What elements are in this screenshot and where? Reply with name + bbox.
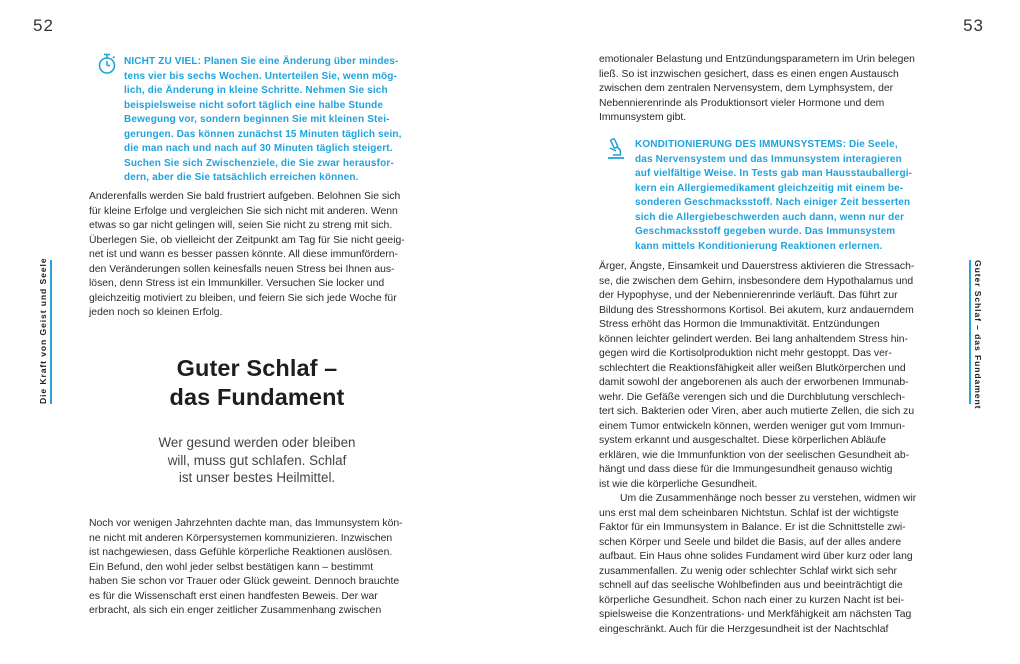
text-line: erklären, wie die Immunfunktion von der seelischen Gesundheit ab- [599, 449, 910, 461]
tip-line: beispielsweise nicht sofort täglich eine halbe Stunde [124, 99, 384, 111]
tip-box-left [124, 55, 402, 186]
text-line: etwas so gar nicht gelingen will, seien Sie nicht zu streng mit sich. [89, 220, 393, 231]
body-paragraph [599, 53, 915, 126]
section-heading [120, 354, 394, 412]
text-line: wehr. Die Gefäße verengen sich und die Durchblutung verschlech- [599, 391, 906, 403]
tip-line: KONDITIONIERUNG DES IMMUNSYSTEMS: Die Seele, [635, 139, 898, 150]
text-line: aufbaut. Ein Haus ohne solides Fundament wird über kurz oder lang [599, 551, 913, 562]
text-line: tert sich. Bakterien oder Viren, aber auch mutierte Zellen, die sich zu [599, 406, 915, 417]
text-line: schlechtert die Reaktionsfähigkeit aller weißen Blutkörperchen und [599, 362, 906, 374]
quote-line: will, muss gut schlafen. Schlaf [167, 452, 347, 468]
text-line: damit sowohl der angeborenen als auch der erworbenen Immunab- [599, 377, 909, 388]
heading-line: das Fundament [169, 384, 345, 410]
text-line: Bildung des Stresshormons Kortisol. Bei akutem, kurz andauerndem [599, 304, 914, 316]
tip-line: sich die Allergiebeschwerden auch dann, wenn nur der [635, 211, 905, 223]
text-line: eingeschränkt. Auch für die Herzgesundheit ist der Nachtschlaf [599, 623, 889, 635]
text-line: schen Körper und Seele und bildet die Basis, auf der alles andere [599, 536, 902, 548]
text-line: für kleine Erfolge und vergleichen Sie sich nicht mit anderen. Wenn [89, 205, 398, 217]
body-paragraph [89, 190, 405, 321]
tip-line: Suchen Sie sich Zwischenziele, die Sie zwar herausfor- [124, 157, 394, 169]
text-line: erbracht, als sich ein enger zeitlicher Zusammenhang zwischen [89, 605, 382, 616]
text-line: se, die zwischen dem Gehirn, insbesondere dem Hypothalamus und [599, 275, 914, 287]
tip-line: tens vier bis sechs Wochen. Unterteilen Sie, wenn mög- [124, 70, 397, 82]
text-line: können leichter gelindert werden. Bei lang anhaltendem Stress hin- [599, 333, 909, 345]
heading-line: Guter Schlaf – [176, 355, 338, 381]
body-paragraph [89, 517, 403, 619]
tip-line: Bewegung vor, sondern beginnen Sie mit kleinen Stei- [124, 114, 390, 125]
text-line: den Veränderungen sollen keinesfalls neuen Stress bei Ihnen aus- [89, 263, 395, 275]
text-line: emotionaler Belastung und Entzündungsparametern im Urin belegen [599, 54, 915, 65]
text-line: Immunsystem gibt. [599, 112, 687, 123]
page-number-left: 52 [33, 16, 54, 35]
text-line: der Hypophyse, und der Nebennierenrinde verläuft. Das führt zur [599, 290, 898, 301]
text-line: gegen wird die Kortisolproduktion nicht mehr gestoppt. Das ver- [599, 348, 892, 359]
text-line: uns erst mal dem scheinbaren Nichtstun. Schlaf ist der wichtigste [599, 507, 899, 519]
chapter-tab-left: Die Kraft von Geist und Seele [38, 260, 52, 404]
quote-line: ist unser bestes Heilmittel. [178, 470, 336, 485]
text-line: net ist und wann es besser passen könnte. All diese immunfördern- [89, 249, 399, 260]
text-line: schnell auf das seelische Wohlbefinden aus und beeinträchtigt die [599, 580, 903, 591]
tip-line: kann mittels Konditionierung Reaktionen erlernen. [635, 240, 883, 252]
text-line: einem Tumor entwickeln können, werden weniger gut vom Immun- [599, 420, 906, 432]
tip-line: lich, die Änderung in kleine Schritte. Nehmen Sie sich [124, 85, 388, 96]
text-line: Faktor für ein Immunsystem in Balance. Er ist die Schnittstelle zwi- [599, 522, 906, 533]
text-line: zusammenfallen. Zu wenig oder schlechter Schlaf wirkt sich sehr [599, 565, 897, 577]
quote-line: Wer gesund werden oder bleiben [158, 435, 356, 450]
text-line: Anderenfalls werden Sie bald frustriert aufgeben. Belohnen Sie sich [89, 191, 401, 202]
tip-line: sonderen Geschmacksstoff. Nach einiger Zeit besserten [635, 197, 911, 208]
page-number-right: 53 [963, 16, 984, 35]
pull-quote [120, 434, 394, 487]
text-line: Überlegen Sie, ob vielleicht der Zeitpunkt am Tag für Sie nicht geeig- [89, 234, 405, 246]
tip-line: gerungen. Das können zunächst 15 Minuten täglich sein, [124, 128, 402, 140]
text-line: jeden noch so kleinen Erfolg. [89, 307, 223, 318]
text-line: ne nicht mit anderen Körpersystemen kommunizieren. Inzwischen [89, 532, 393, 544]
text-line: ist wie die körperliche Gesundheit. [599, 478, 758, 490]
text-line: körperliche Gesundheit. Schon nach einer zu kurzen Nacht ist bei- [599, 594, 904, 606]
text-line: lösen, denn Stress ist ein Immunkiller. Versuchen Sie locker und [89, 278, 385, 289]
text-line: Ärger, Ängste, Einsamkeit und Dauerstress aktivieren die Stressach- [599, 261, 915, 272]
text-line: Noch vor wenigen Jahrzehnten dachte man, das Immunsystem kön- [89, 518, 403, 529]
text-line: zwischen dem zentralen Nervensystem, dem Lymphsystem, der [599, 83, 894, 94]
text-line: ließ. So ist inzwischen gesichert, dass es einen engen Austausch [599, 68, 899, 80]
tip-line: kern ein Allergiemedikament gleichzeitig mit einem be- [635, 182, 904, 194]
text-line: Ein Befund, den wohl jeder selbst bestätigen kann – bestimmt [89, 561, 374, 573]
tip-line: die man nach und nach auf 30 Minuten täglich steigert. [124, 143, 393, 154]
tip-line: Geschmacksstoff gegeben wurde. Das Immunsystem [635, 226, 896, 237]
tip-box-right [635, 138, 912, 254]
stopwatch-icon [97, 53, 117, 75]
text-line: gleichzeitig motiviert zu bleiben, und feiern Sie sich jede Woche für [89, 292, 397, 304]
chapter-tab-right: Guter Schlaf – das Fundament [969, 260, 983, 404]
tip-line: dern, aber die Sie tatsächlich erreichen können. [124, 172, 359, 183]
text-line: Um die Zusammenhänge noch besser zu verstehen, widmen wir [620, 493, 917, 504]
text-line: Stress erhöht das Hormon die Immunaktivität. Entzündungen [599, 319, 880, 330]
tip-line: NICHT ZU VIEL: Planen Sie eine Änderung über mindes- [124, 56, 399, 67]
microscope-icon [604, 138, 626, 160]
body-paragraph [599, 260, 916, 637]
tip-line: das Nervensystem und das Immunsystem interagieren [635, 153, 902, 165]
text-line: es für die Wissenschaft erst einen handfesten Beweis. Der war [89, 590, 378, 602]
text-line: spielsweise die Konzentrations- und Merkfähigkeit am nächsten Tag [599, 609, 912, 620]
tip-line: auf vielfältige Weise. In Tests gab man Hausstauballergi- [635, 168, 913, 179]
text-line: haben Sie schon vor Trauer oder Glück geweint. Dennoch brauchte [89, 576, 400, 587]
text-line: Nebennierenrinde als Produktionsort vieler Hormone und dem [599, 97, 885, 109]
text-line: system erkannt und ausgeschaltet. Diese körperlichen Abläufe [599, 435, 887, 446]
text-line: hängt und dass diese für die Immungesundheit genauso wichtig [599, 464, 893, 475]
text-line: ist nachgewiesen, dass Gefühle körperliche Reaktionen auslösen. [89, 547, 393, 558]
